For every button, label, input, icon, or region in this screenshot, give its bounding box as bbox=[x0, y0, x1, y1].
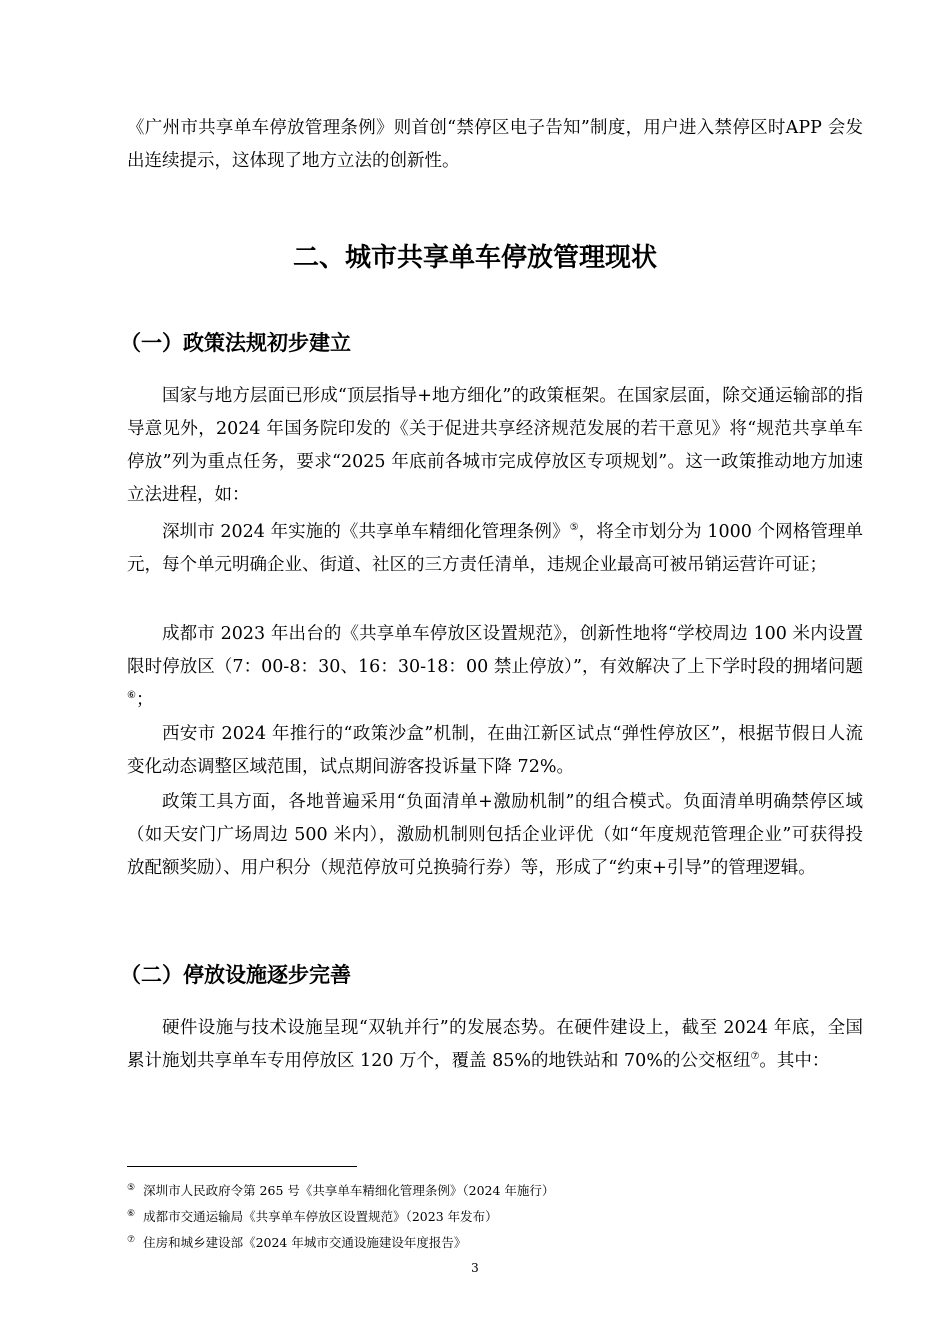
section-title: 二、城市共享单车停放管理现状 bbox=[292, 243, 657, 273]
footnote-text-5: 深圳市人民政府令第 265 号《共享单车精细化管理条例》（2024 年施行） bbox=[143, 1183, 555, 1198]
footnote-ref-7[interactable]: ⑦ bbox=[750, 1051, 760, 1063]
footnote-ref-5[interactable]: ⑤ bbox=[569, 522, 579, 534]
footnote-ref-6[interactable]: ⑥ bbox=[127, 690, 136, 702]
footnote-mark-6: ⑥ bbox=[127, 1208, 136, 1219]
intro-paragraph: 《广州市共享单车停放管理条例》则首创“禁停区电子告知”制度，用户进入禁停区时APP 会发出连续提示，这体现了地方立法的创新性。 bbox=[127, 118, 863, 171]
paragraph-policy-tools: 政策工具方面，各地普遍采用“负面清单+激励机制”的组合模式。负面清单明确禁停区域（如天安门广场周边 500 米内），激励机制则包括企业评优（如“年度规范管理企业”可获得投放配额奖励）、用户积分（规范停放可兑换骑行券）等，形成了“约束+引导”的管理逻辑。 bbox=[127, 792, 863, 878]
footnote-5 bbox=[127, 1182, 863, 1200]
subsection-title-2: （二）停放设施逐步完善 bbox=[120, 963, 351, 987]
paragraph-chengdu bbox=[127, 618, 863, 717]
footnote-7 bbox=[127, 1234, 863, 1252]
footnote-mark-5: ⑤ bbox=[127, 1182, 136, 1193]
footnote-text-6: 成都市交通运输局《共享单车停放区设置规范》（2023 年发布） bbox=[143, 1209, 498, 1224]
footnote-text-7: 住房和城乡建设部《2024 年城市交通设施建设年度报告》 bbox=[143, 1235, 467, 1250]
paragraph-shenzhen bbox=[127, 516, 863, 582]
paragraph-chengdu-text-cont: ； bbox=[135, 690, 154, 710]
footnote-6 bbox=[127, 1208, 863, 1226]
paragraph-xian: 西安市 2024 年推行的“政策沙盒”机制，在曲江新区试点“弹性停放区”，根据节假日人流变化动态调整区域范围，试点期间游客投诉量下降 72%。 bbox=[127, 724, 863, 777]
footnote-mark-7: ⑦ bbox=[127, 1234, 136, 1245]
paragraph-shenzhen-text: 深圳市 2024 年实施的《共享单车精细化管理条例》 bbox=[162, 522, 570, 542]
paragraph-facilities-text-cont: 。其中： bbox=[759, 1051, 830, 1071]
paragraph-chengdu-text: 成都市 2023 年出台的《共享单车停放区设置规范》，创新性地将“学校周边 100 米内设置限时停放区（7：00-8：30、16：30-18：00 禁止停放）”，有效解决了上下学时段的拥堵问题 bbox=[127, 624, 863, 677]
paragraph-policy-framework: 国家与地方层面已形成“顶层指导+地方细化”的政策框架。在国家层面，除交通运输部的指导意见外，2024 年国务院印发的《关于促进共享经济规范发展的若干意见》将“规范共享单车停放”列为重点任务，要求“2025 年底前各城市完成停放区专项规划”。这一政策推动地方加速立法进程，如： bbox=[127, 386, 863, 505]
page-number: 3 bbox=[471, 1261, 479, 1275]
paragraph-shenzhen-text-cont: ，将全市划分为 1000 个网格管理单元，每个单元明确企业、街道、社区的三方责任清单，违规企业最高可被吊销运营许可证； bbox=[127, 522, 863, 575]
footnote-separator bbox=[127, 1166, 357, 1167]
subsection-title-1: （一）政策法规初步建立 bbox=[120, 331, 351, 355]
paragraph-facilities bbox=[127, 1012, 863, 1078]
paragraph-facilities-text: 硬件设施与技术设施呈现“双轨并行”的发展态势。在硬件建设上，截至 2024 年底，全国累计施划共享单车专用停放区 120 万个，覆盖 85%的地铁站和 70%的公交枢纽 bbox=[127, 1018, 863, 1071]
